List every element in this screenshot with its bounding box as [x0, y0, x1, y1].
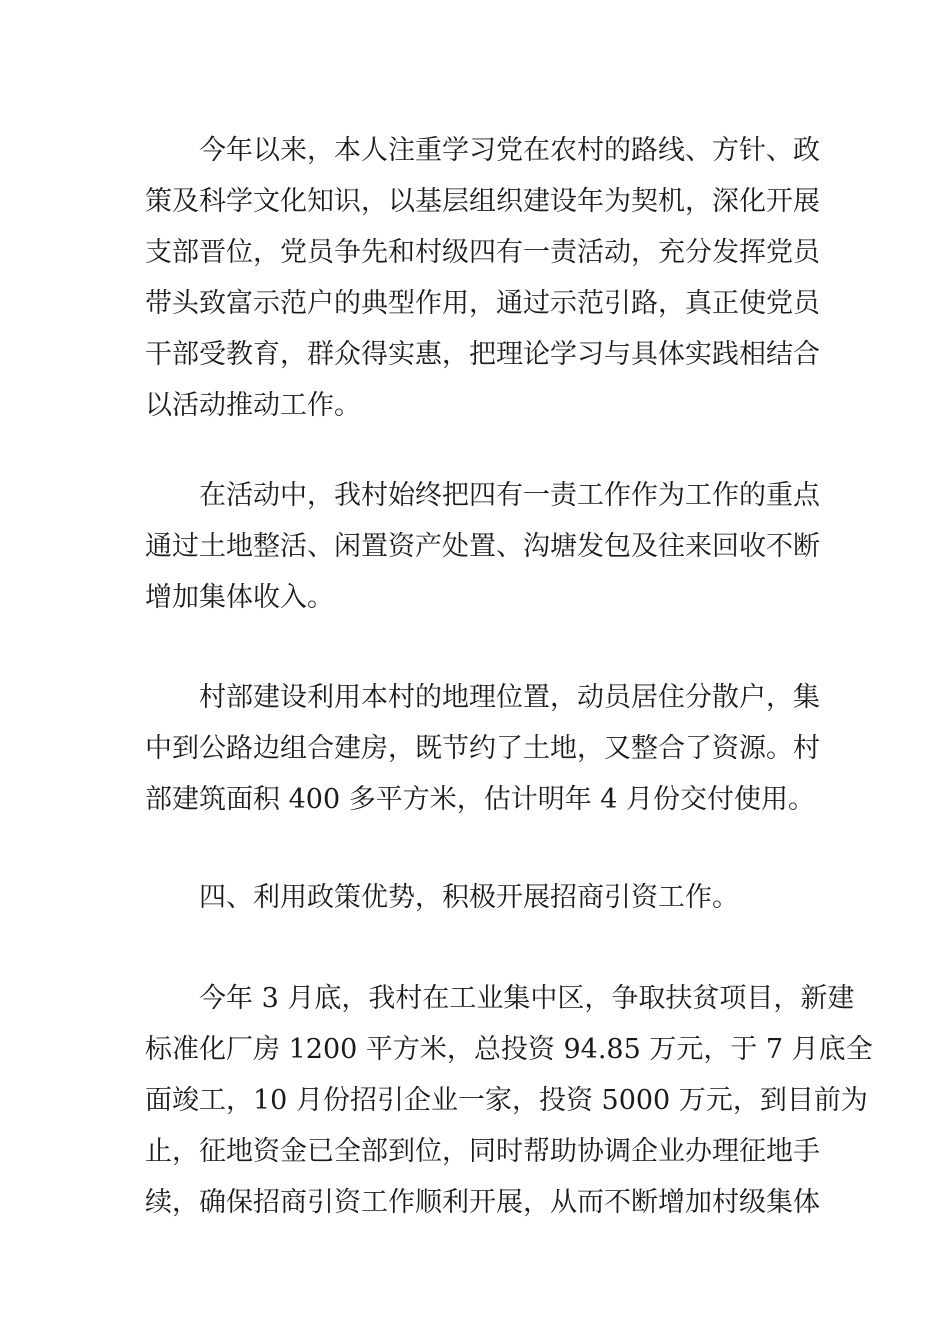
paragraph-line: 今年以来，本人注重学习党在农村的路线、方针、政: [199, 135, 820, 166]
paragraph-line: 干部受教育，群众得实惠，把理论学习与具体实践相结合: [145, 339, 820, 370]
paragraph-line: 以活动推动工作。: [145, 390, 361, 421]
paragraph-line: 支部晋位，党员争先和村级四有一责活动，充分发挥党员: [145, 237, 820, 268]
paragraph-line: 通过土地整活、闲置资产处置、沟塘发包及往来回收不断: [145, 531, 820, 562]
paragraph-line: 增加集体收入。: [145, 582, 334, 613]
paragraph-2: [145, 470, 820, 623]
section-heading: 四、利用政策优势，积极开展招商引资工作。: [199, 882, 739, 913]
paragraph-line: 止，征地资金已全部到位，同时帮助协调企业办理征地手: [145, 1136, 820, 1167]
paragraph-4: [145, 872, 811, 923]
paragraph-line: 村部建设利用本村的地理位置，动员居住分散户，集: [199, 682, 820, 713]
paragraph-line: 策及科学文化知识，以基层组织建设年为契机，深化开展: [145, 186, 820, 217]
paragraph-line: 在活动中，我村始终把四有一责工作作为工作的重点: [199, 480, 820, 511]
paragraph-1: [145, 125, 820, 431]
paragraph-line: 续，确保招商引资工作顺利开展，从而不断增加村级集体: [145, 1187, 820, 1218]
paragraph-line: 面竣工，10 月份招引企业一家，投资 5000 万元，到目前为: [145, 1085, 868, 1116]
paragraph-line: 标准化厂房 1200 平方米，总投资 94.85 万元，于 7 月底全: [145, 1034, 873, 1065]
paragraph-line: 部建筑面积 400 多平方米，估计明年 4 月份交付使用。: [145, 784, 816, 815]
paragraph-line: 今年 3 月底，我村在工业集中区，争取扶贫项目，新建: [199, 983, 855, 1014]
paragraph-3: [145, 672, 820, 825]
paragraph-line: 中到公路边组合建房，既节约了土地，又整合了资源。村: [145, 733, 820, 764]
paragraph-line: 带头致富示范户的典型作用，通过示范引路，真正使党员: [145, 288, 820, 319]
paragraph-5: [145, 973, 873, 1228]
